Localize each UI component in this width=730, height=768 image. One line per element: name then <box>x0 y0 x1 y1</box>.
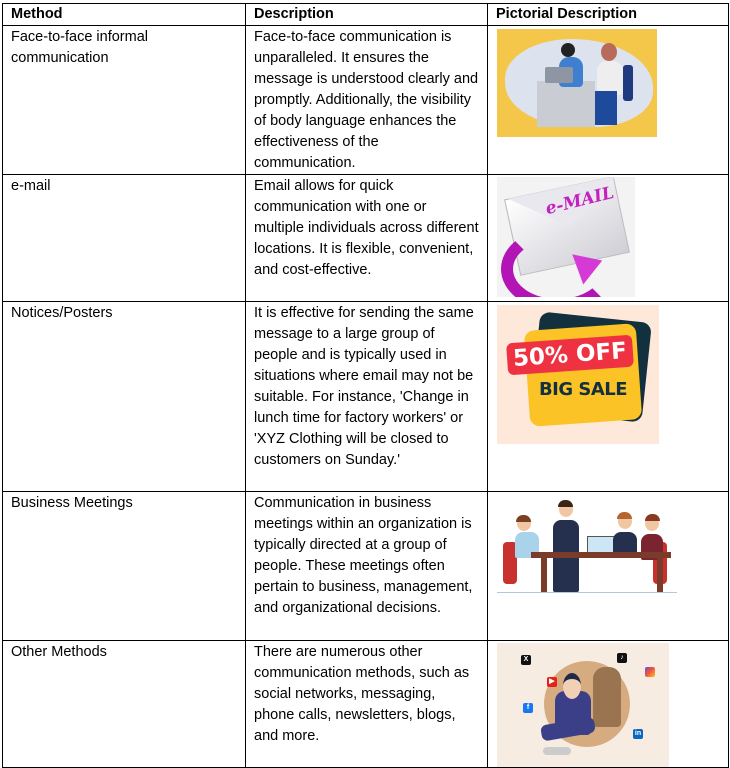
table-row <box>3 641 729 768</box>
discount-label: 50% OFF <box>506 335 634 376</box>
sale-poster-illustration <box>497 305 659 444</box>
big-sale-label: BIG SALE <box>538 379 628 400</box>
social-media-illustration <box>497 643 669 767</box>
youtube-icon: ▶ <box>547 677 557 687</box>
header-method: Method <box>3 4 246 26</box>
description-cell: Face-to-face communication is unparalleled. It ensures the message is understood clearly and promptly. Additionally, the visibility of body language enhances the effectiveness of the communication. <box>246 26 488 175</box>
x-icon: X <box>521 655 531 665</box>
linkedin-icon: in <box>634 730 642 737</box>
picture-cell <box>488 492 729 641</box>
description-cell: Communication in business meetings within an organization is typically directed at a group of people. These meetings often pertain to business, management, and organizational decisions. <box>246 492 488 641</box>
table-row <box>3 492 729 641</box>
picture-cell <box>488 175 729 302</box>
email-envelope-illustration <box>497 177 635 297</box>
picture-cell <box>488 302 729 492</box>
laptop-chart-icon <box>587 536 615 553</box>
description-cell: There are numerous other communication methods, such as social networks, messaging, phone calls, newsletters, blogs, and more. <box>246 641 488 768</box>
picture-cell <box>488 641 729 768</box>
picture-cell <box>488 26 729 175</box>
tiktok-icon: ♪ <box>617 653 627 663</box>
business-meeting-illustration <box>497 496 677 596</box>
method-cell: Face-to-face informal communication <box>3 26 246 175</box>
header-pictorial-description: Pictorial Description <box>488 4 729 26</box>
table-row <box>3 26 729 175</box>
header-row <box>3 4 729 26</box>
instagram-icon <box>645 667 655 677</box>
table-row <box>3 302 729 492</box>
communication-methods-table <box>2 3 729 768</box>
description-cell: It is effective for sending the same message to a large group of people and is typically used in situations where email may not be suitable. For instance, 'Change in lunch time for factory workers' or 'XYZ Clothing will be closed to customers on Sunday.' <box>246 302 488 492</box>
method-cell: Business Meetings <box>3 492 246 641</box>
facebook-icon: f <box>523 703 533 713</box>
method-cell: Notices/Posters <box>3 302 246 492</box>
description-cell: Email allows for quick communication with one or multiple individuals across different locations. It is flexible, convenient, and cost-effective. <box>246 175 488 302</box>
face-to-face-illustration <box>497 29 657 137</box>
header-description: Description <box>246 4 488 26</box>
email-label: e-MAIL <box>543 182 617 220</box>
table-row <box>3 175 729 302</box>
method-cell: e-mail <box>3 175 246 302</box>
method-cell: Other Methods <box>3 641 246 768</box>
